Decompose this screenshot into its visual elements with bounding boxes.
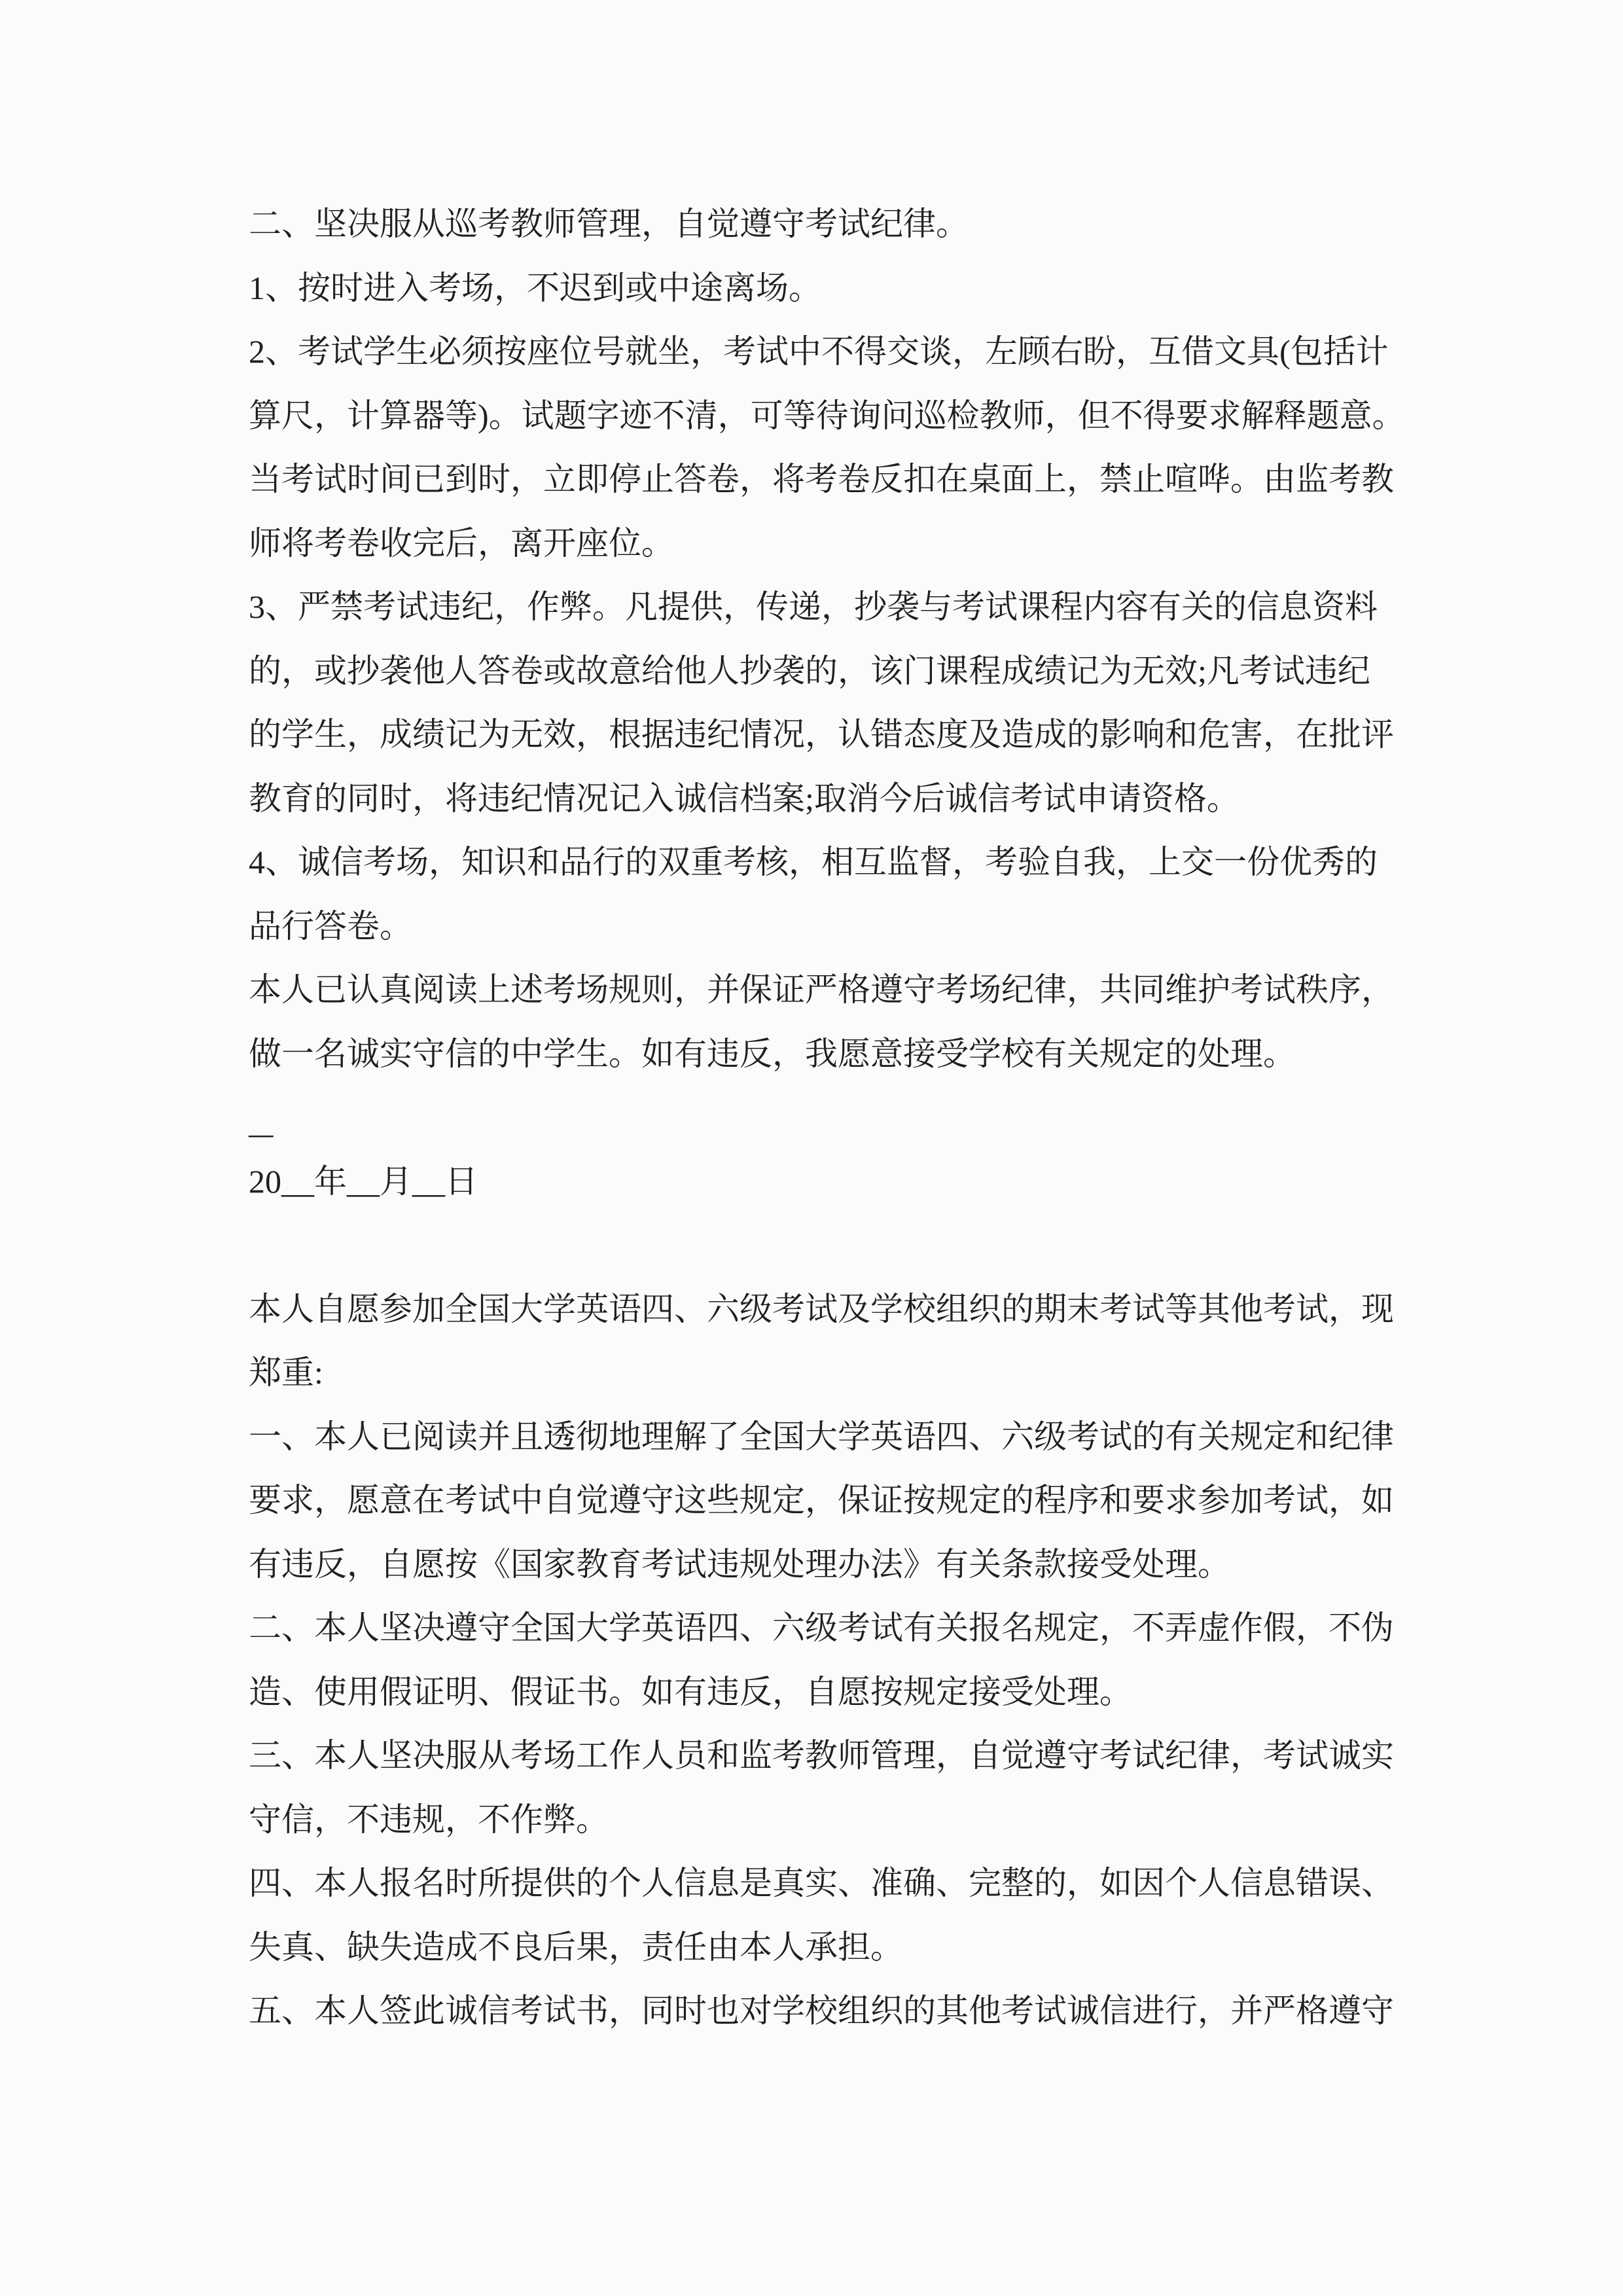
text-line: 三、本人坚决服从考场工作人员和监考教师管理，自觉遵守考试纪律，考试诚实 [249,1737,1394,1774]
text-line: 守信，不违规，不作弊。 [249,1801,609,1838]
blank-line [249,1213,1427,1278]
text-line: 要求，愿意在考试中自觉遵守这些规定，保证按规定的程序和要求参加考试，如 [249,1482,1394,1518]
text-line: 造、使用假证明、假证书。如有违反，自愿按规定接受处理。 [249,1673,1132,1710]
text-line: 失真、缺失造成不良后果，责任由本人承担。 [249,1928,903,1965]
text-line: 二、坚决服从巡考教师管理，自觉遵守考试纪律。 [249,206,969,242]
text-line: 1、按时进入考场，不迟到或中途离场。 [249,269,821,306]
text-line: 当考试时间已到时，立即停止答卷，将考卷反扣在桌面上，禁止喧哗。由监考教 [249,461,1394,497]
document-text-block [249,192,1427,2043]
signature-dash: — [249,1115,274,1151]
text-line: 一、本人已阅读并且透彻地理解了全国大学英语四、六级考试的有关规定和纪律 [249,1418,1394,1455]
text-line: 本人自愿参加全国大学英语四、六级考试及学校组织的期末考试等其他考试，现 [249,1290,1394,1327]
text-line: 品行答卷。 [249,907,412,944]
text-line: 3、严禁考试违纪，作弊。凡提供，传递，抄袭与考试课程内容有关的信息资料 [249,588,1378,625]
text-line: 五、本人签此诚信考试书，同时也对学校组织的其他考试诚信进行，并严格遵守 [249,1992,1394,2029]
text-line: 四、本人报名时所提供的个人信息是真实、准确、完整的，如因个人信息错误、 [249,1865,1394,1901]
text-line: 郑重: [249,1354,323,1391]
text-line: 算尺，计算器等)。试题字迹不清，可等待询问巡检教师，但不得要求解释题意。 [249,397,1405,434]
text-line: 二、本人坚决遵守全国大学英语四、六级考试有关报名规定，不弄虚作假，不伪 [249,1609,1394,1646]
text-line: 有违反，自愿按《国家教育考试违规处理办法》有关条款接受处理。 [249,1545,1230,1583]
text-line: 做一名诚实守信的中学生。如有违反，我愿意接受学校有关规定的处理。 [249,1035,1296,1072]
text-line: 4、诚信考场，知识和品行的双重考核，相互监督，考验自我，上交一份优秀的 [249,844,1378,880]
text-line: 教育的同时，将违纪情况记入诚信档案;取消今后诚信考试申请资格。 [249,780,1240,817]
text-line: 的，或抄袭他人答卷或故意给他人抄袭的，该门课程成绩记为无效;凡考试违纪 [249,652,1370,689]
date-line: 20__年__月__日 [249,1162,478,1200]
text-line: 本人已认真阅读上述考场规则，并保证严格遵守考场纪律，共同维护考试秩序， [249,971,1394,1008]
signature-blank-line [249,1086,1427,1150]
text-line: 师将考卷收完后，离开座位。 [249,524,674,562]
text-line: 的学生，成绩记为无效，根据违纪情况，认错态度及造成的影响和危害，在批评 [249,716,1394,753]
text-line: 2、考试学生必须按座位号就坐，考试中不得交谈，左顾右盼，互借文具(包括计 [249,333,1389,370]
